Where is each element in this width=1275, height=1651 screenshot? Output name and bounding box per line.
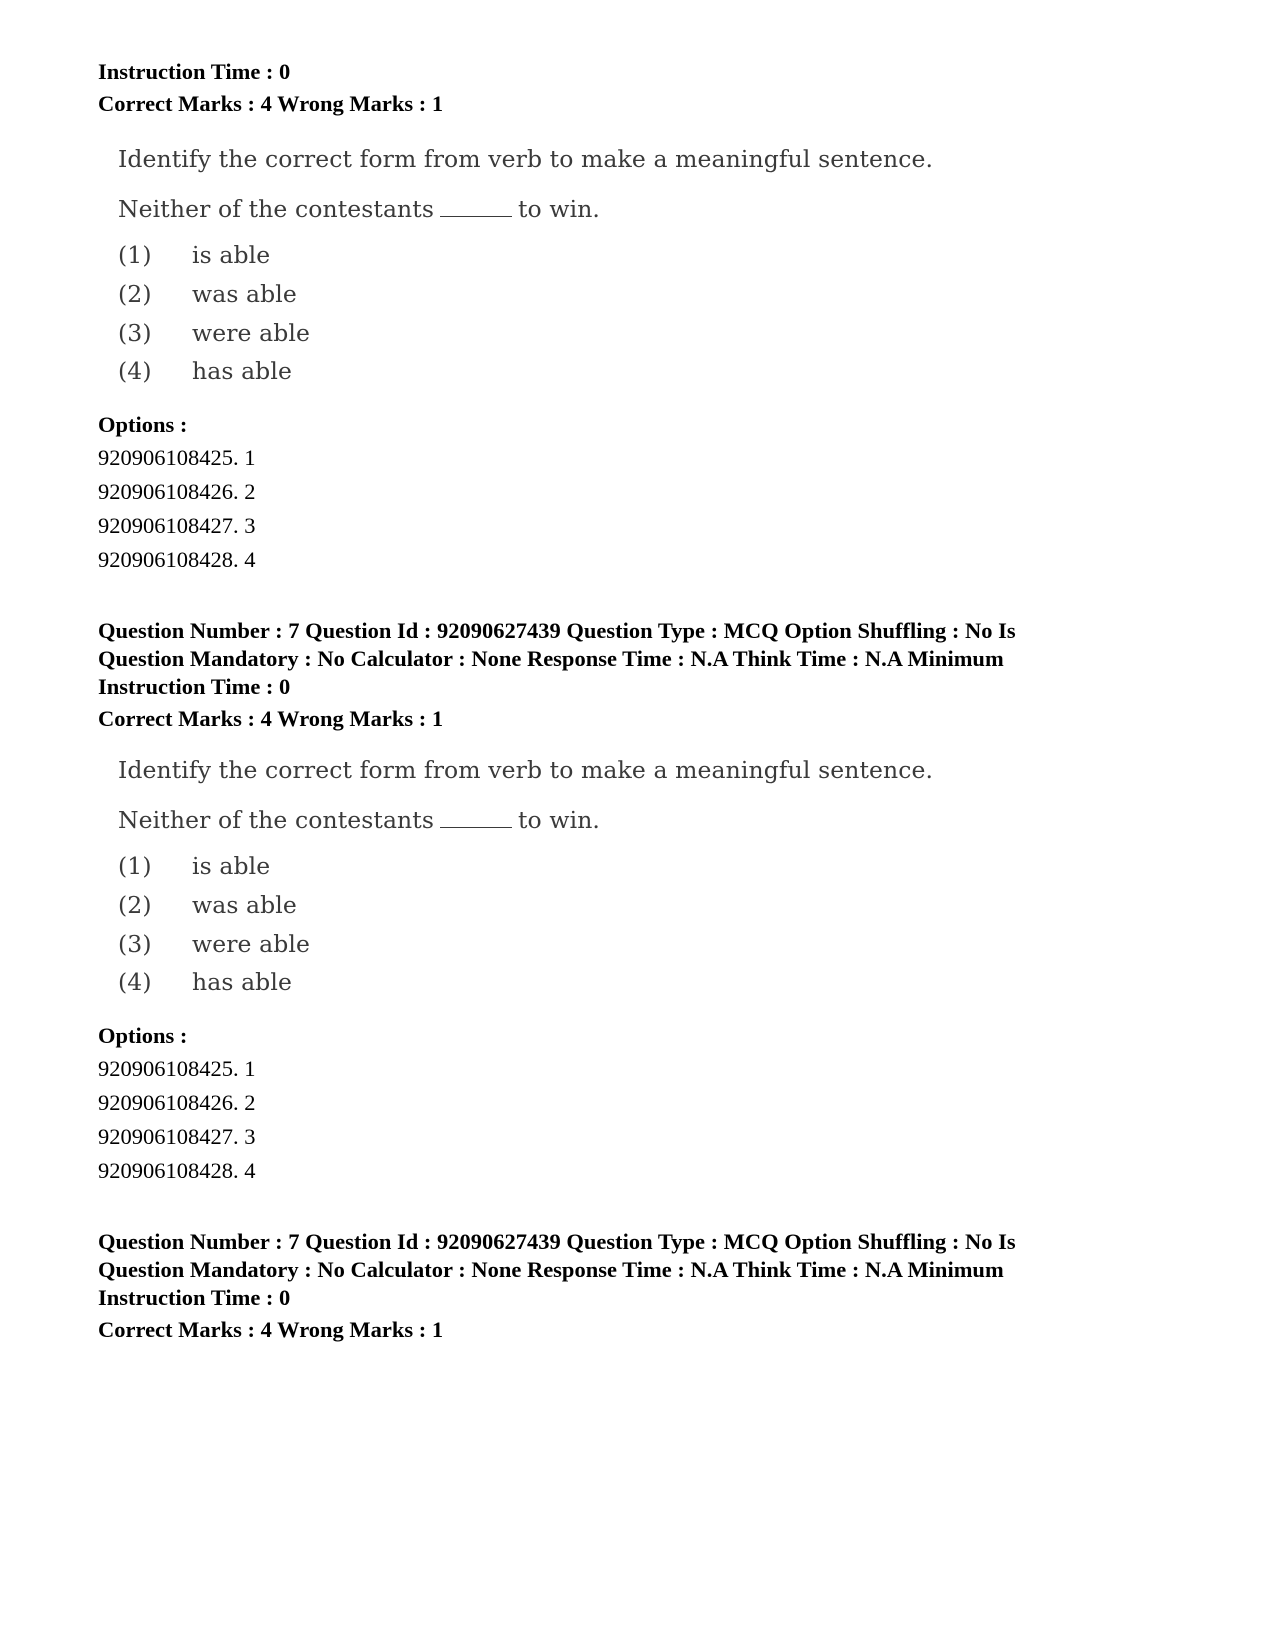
- sentence-before: Neither of the contestants: [118, 195, 434, 223]
- choice-item: [118, 357, 292, 385]
- choice-item: [118, 891, 297, 919]
- option-item: 920906108427. 3: [98, 1124, 256, 1149]
- options-block: [98, 1022, 1178, 1188]
- question-prompt: Identify the correct form from verb to make a meaningful sentence.: [118, 145, 934, 173]
- choice-number: (4): [118, 968, 152, 996]
- choice-text: has able: [192, 357, 292, 385]
- choice-number: (2): [118, 280, 152, 308]
- sentence-after: to win.: [518, 806, 600, 834]
- question-header: [98, 1228, 1178, 1344]
- choice-item: [118, 319, 310, 347]
- top-header: [98, 58, 1178, 118]
- choice-text: were able: [192, 319, 311, 347]
- option-item: 920906108428. 4: [98, 547, 256, 572]
- question-header-line: Instruction Time : 0: [98, 674, 291, 699]
- instruction-time: Instruction Time : 0: [98, 59, 291, 84]
- sentence-before: Neither of the contestants: [118, 806, 434, 834]
- marks-line: Correct Marks : 4 Wrong Marks : 1: [98, 706, 444, 731]
- option-item: 920906108426. 2: [98, 479, 256, 504]
- choice-item: [118, 280, 297, 308]
- question-sentence: [118, 195, 600, 223]
- question-header-line: Question Mandatory : No Calculator : None Response Time : N.A Think Time : N.A Minimum: [98, 1257, 1004, 1282]
- option-item: 920906108425. 1: [98, 1056, 256, 1081]
- choice-text: was able: [192, 891, 297, 919]
- choice-text: is able: [192, 852, 271, 880]
- choice-item: [118, 852, 270, 880]
- choice-number: (3): [118, 319, 152, 347]
- marks-line: Correct Marks : 4 Wrong Marks : 1: [98, 91, 444, 116]
- choice-text: has able: [192, 968, 292, 996]
- option-item: 920906108428. 4: [98, 1158, 256, 1183]
- choice-item: [118, 930, 310, 958]
- choice-item: [118, 968, 292, 996]
- options-block: [98, 411, 1178, 577]
- question-header: [98, 617, 1178, 733]
- choice-number: (3): [118, 930, 152, 958]
- choice-text: is able: [192, 241, 271, 269]
- question-header-line: Question Number : 7 Question Id : 92090627439 Question Type : MCQ Option Shuffling : No Is: [98, 618, 1016, 643]
- marks-line: Correct Marks : 4 Wrong Marks : 1: [98, 1317, 444, 1342]
- option-item: 920906108426. 2: [98, 1090, 256, 1115]
- choice-text: were able: [192, 930, 311, 958]
- choice-number: (1): [118, 241, 152, 269]
- sentence-after: to win.: [518, 195, 600, 223]
- question-header-line: Question Number : 7 Question Id : 92090627439 Question Type : MCQ Option Shuffling : No Is: [98, 1229, 1016, 1254]
- option-item: 920906108427. 3: [98, 513, 256, 538]
- options-label: Options :: [98, 412, 188, 437]
- sentence-blank: [440, 809, 512, 828]
- options-label: Options :: [98, 1023, 188, 1048]
- choice-item: [118, 241, 270, 269]
- choice-number: (4): [118, 357, 152, 385]
- choice-number: (2): [118, 891, 152, 919]
- question-header-line: Instruction Time : 0: [98, 1285, 291, 1310]
- sentence-blank: [440, 198, 512, 217]
- question-sentence: [118, 806, 600, 834]
- question-prompt: Identify the correct form from verb to make a meaningful sentence.: [118, 756, 934, 784]
- choice-text: was able: [192, 280, 297, 308]
- option-item: 920906108425. 1: [98, 445, 256, 470]
- question-header-line: Question Mandatory : No Calculator : None Response Time : N.A Think Time : N.A Minimum: [98, 646, 1004, 671]
- choice-number: (1): [118, 852, 152, 880]
